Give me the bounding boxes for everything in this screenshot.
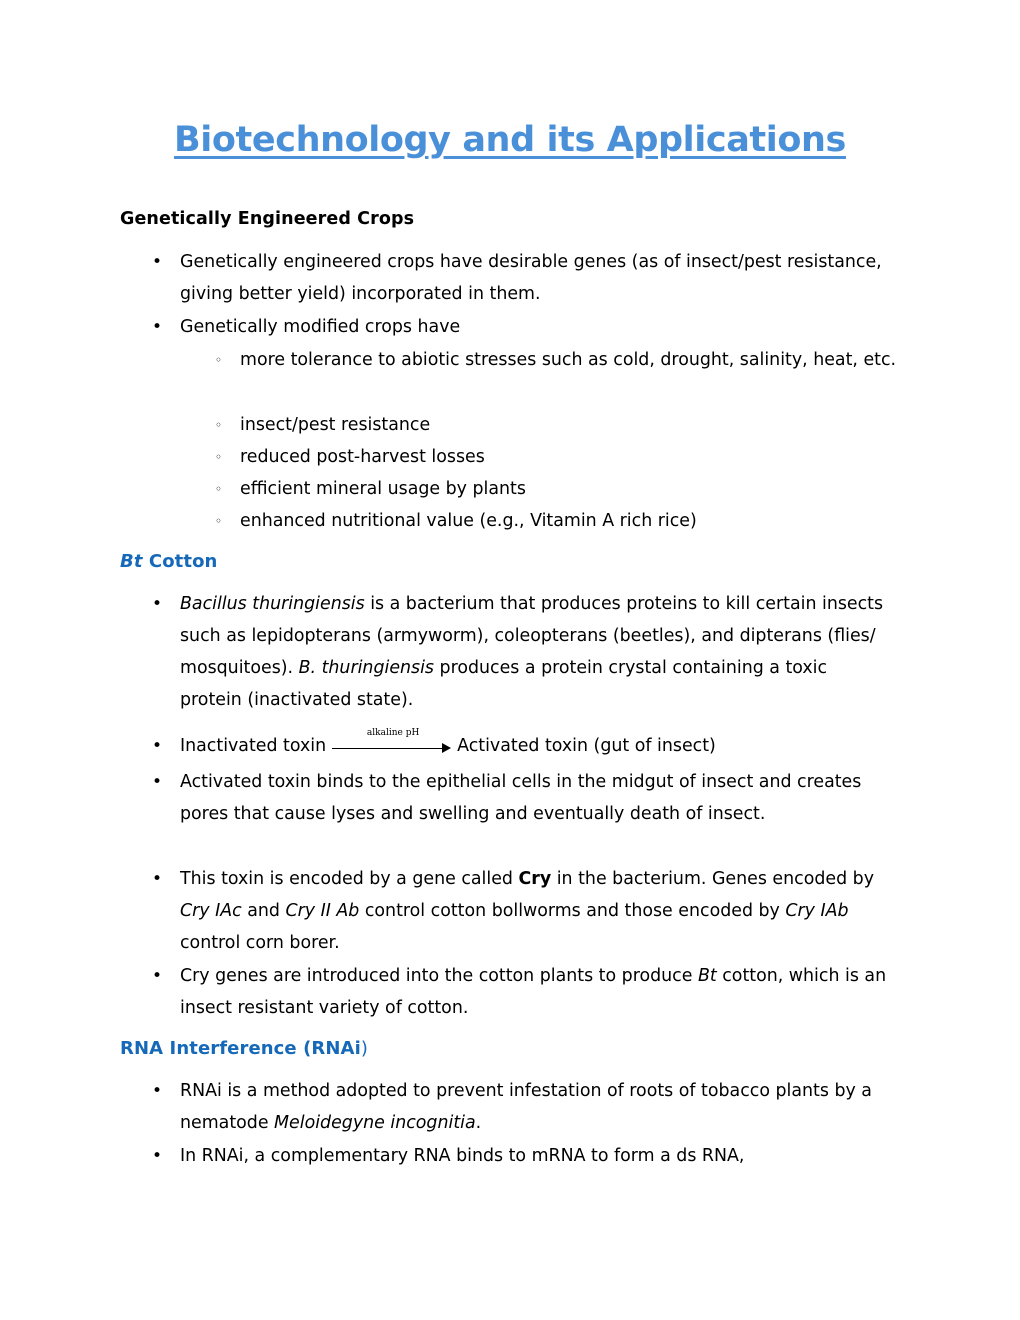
reaction-arrow-icon [332,728,454,757]
list-item-text: produces a protein crystal containing a toxic protein (inactivated state). [180,658,828,710]
gene-name: Cry IAc [180,901,242,921]
bullet-marker: • [152,869,163,889]
list-item [152,863,892,959]
list-item-text: Genetically modified crops have [180,317,461,337]
species-name: Meloidegyne incognitia [274,1113,476,1133]
bullet-marker: • [152,966,163,986]
list-item [215,473,900,505]
list-item-text: RNAi is a method adopted to prevent infestation of roots of tobacco plants by a nematode [180,1081,872,1133]
list-item [152,1075,892,1139]
species-name: Bacillus thuringiensis [180,594,365,614]
list-item-text: reduced post-harvest losses [240,447,485,467]
list-item-text: Activated toxin binds to the epithelial cells in the midgut of insect and creates pores that cause lyses and swelling and eventually death of insect. [180,772,862,824]
list-item-text: and [241,901,286,921]
reaction-product: Activated toxin (gut of insect) [457,736,716,756]
bullet-marker: • [152,1081,163,1101]
bullet-marker: • [152,317,163,337]
reaction-equation [152,728,716,762]
bullet-marker: ◦ [215,482,223,496]
list-item-text: efficient mineral usage by plants [240,479,526,499]
list-item-text: control corn borer. [180,933,340,953]
heading-bt-cotton [120,550,217,574]
list-item-text: in the bacterium. Genes encoded by [551,869,874,889]
list-item-text: insect/pest resistance [240,415,431,435]
bullet-marker: • [152,736,163,756]
bullet-marker: • [152,1146,163,1166]
bullet-marker: • [152,252,163,272]
list-item [215,441,900,473]
gene-name: Cry IAb [785,901,849,921]
bt-italic: Bt [697,966,717,986]
heading-genetically-engineered-crops: Genetically Engineered Crops [120,209,415,229]
list-item [152,960,892,1024]
bullet-marker: ◦ [215,514,223,528]
page-title: Biotechnology and its Applications [174,120,846,160]
heading-rnai-paren: ) [360,1038,368,1059]
heading-rna-interference [120,1037,368,1061]
list-item [152,311,892,343]
bullet-marker: ◦ [215,353,223,367]
list-item [152,1140,892,1172]
heading-cotton-text: Cotton [142,551,218,572]
gene-name-cry: Cry [518,869,552,889]
arrow-line [332,748,448,749]
list-item-text: Cry genes are introduced into the cotton plants to produce [180,966,698,986]
heading-rnai-bold: RNA Interference (RNAi [120,1038,361,1059]
list-item [152,246,892,310]
list-item-text: is a bacterium that produces proteins to kill certain insects such as lepidopterans (armyworm), coleopterans (beetles), and dipterans (flies/ mosquitoes). [180,594,884,678]
reaction-condition-label: alkaline pH [366,728,420,738]
list-item-text: Genetically engineered crops have desirable genes (as of insect/pest resistance, giving better yield) incorporated in them. [180,252,882,304]
list-item-text: control cotton bollworms and those encoded by [359,901,786,921]
list-item-text: In RNAi, a complementary RNA binds to mRNA to form a ds RNA, [180,1146,745,1166]
list-item [215,344,900,376]
bullet-marker: ◦ [215,450,223,464]
list-item [215,505,900,537]
list-item-text: more tolerance to abiotic stresses such as cold, drought, salinity, heat, etc. [240,350,897,370]
reaction-reactant: Inactivated toxin [180,736,327,756]
list-item-text: This toxin is encoded by a gene called [180,869,519,889]
list-item [215,409,900,441]
list-item [152,588,892,716]
arrow-head [442,743,451,753]
bullet-marker: • [152,594,163,614]
list-item [152,766,892,830]
species-name: B. thuringiensis [298,658,434,678]
list-item-text: cotton, which is an insect resistant variety of cotton. [180,966,887,1018]
list-item-text: . [475,1113,482,1133]
list-item-text: enhanced nutritional value (e.g., Vitamin A rich rice) [240,511,697,531]
heading-bt-italic: Bt [120,551,143,572]
bullet-marker: ◦ [215,418,223,432]
gene-name: Cry II Ab [285,901,360,921]
bullet-marker: • [152,772,163,792]
